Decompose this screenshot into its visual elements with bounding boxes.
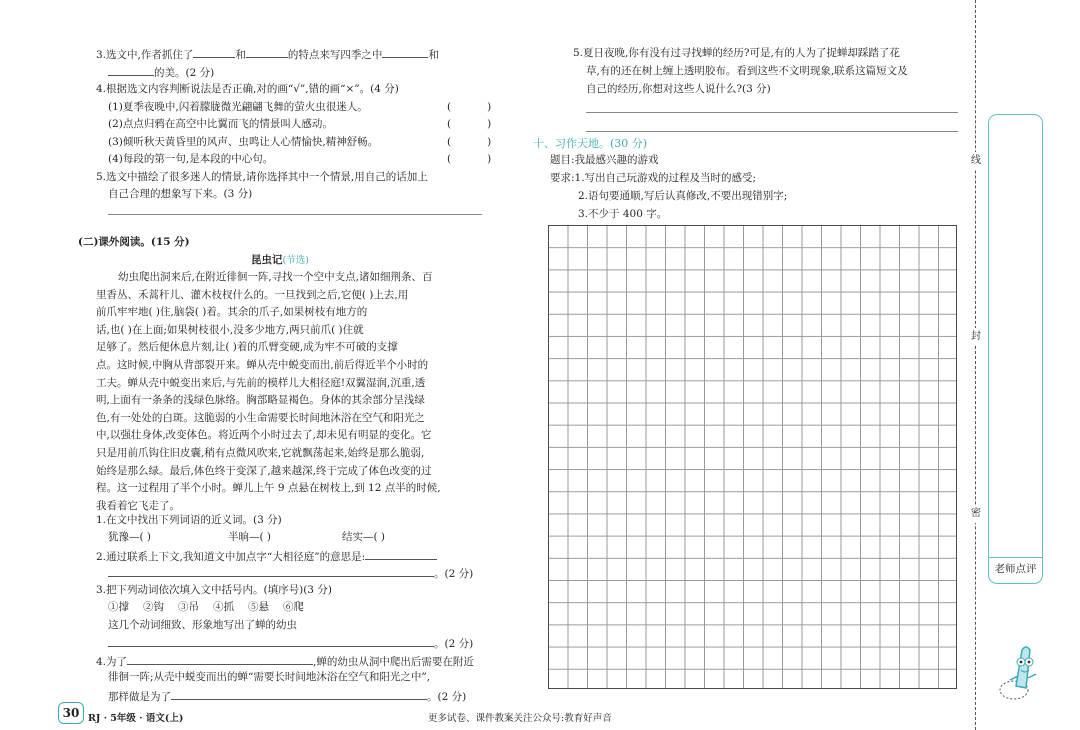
passage-line: 点。这时候,中胸从背部裂开来。蝉从壳中蜕变而出,前后得近半个小时的	[96, 358, 429, 371]
teacher-comment-label: 老师点评	[988, 557, 1043, 584]
answer-line[interactable]	[586, 112, 958, 113]
right-question-5-line2: 草,有的还在树上缠上透明胶布。看到这些不文明现象,联系这篇短文及	[586, 65, 908, 77]
answer-line[interactable]	[108, 214, 482, 215]
passage-line: 程。这一过程用了半个小时。蝉儿上午 9 点悬在树枝上,到 12 点半的时候,	[96, 482, 441, 495]
passage-q4-line3: 那样做是为了 。(2 分)	[108, 687, 466, 707]
blank[interactable]	[171, 687, 427, 700]
cut-label: 线	[968, 152, 984, 170]
passage-line: 始终是那么绿。最后,体色终于变深了,越来越深,终于完成了体色改变的过	[96, 464, 432, 477]
cut-label: 封	[968, 328, 984, 346]
question-4-title: 4.根据选文内容判断说法是否正确,对的画“√”,错的画“×”。(4 分)	[96, 83, 399, 95]
blank[interactable]	[246, 45, 288, 58]
blank[interactable]	[365, 547, 437, 560]
passage-q2-line2: 。(2 分)	[108, 564, 473, 584]
passage-title: 昆虫记(节选)	[251, 254, 309, 266]
blank[interactable]	[108, 564, 434, 577]
synonym-3[interactable]: 结实—( )	[342, 531, 386, 543]
question-3: 3.选文中,作者抓住了 和 的特点来写四季之中 和	[96, 45, 439, 65]
passage-line: 足够了。然后便休息片刻,让( )着的爪臂变硬,成为牢不可破的支撑	[96, 341, 398, 354]
passage-q3-line3: 这几个动词细致、形象地写出了蝉的幼虫	[108, 619, 297, 631]
verb-option: ⑤悬	[248, 601, 269, 613]
answer-paren-3[interactable]: ( )	[447, 136, 492, 148]
answer-line[interactable]	[586, 131, 958, 132]
cut-label: 密	[968, 505, 984, 523]
question-5-line1: 5.选文中描绘了很多迷人的情景,请你选择其中一个情景,用自己的话加上	[96, 171, 428, 183]
judge-item-4: (4)每段的第一句,是本段的中心句。	[108, 153, 274, 165]
mascot-pencil-icon	[996, 640, 1044, 702]
blank[interactable]	[193, 45, 235, 58]
passage-line: 前爪牢牢地( )住,脑袋( )着。其余的爪子,如果树枝有地方的	[96, 306, 368, 319]
answer-paren-4[interactable]: ( )	[447, 153, 492, 165]
cut-line	[975, 0, 976, 730]
blank[interactable]	[127, 652, 313, 665]
blank[interactable]	[108, 634, 434, 647]
essay-requirement-2: 2.语句要通顺,写后认真修改,不要出现错别字;	[578, 190, 788, 202]
essay-requirement-3: 3.不少于 400 字。	[578, 208, 668, 220]
synonym-1[interactable]: 犹豫—( )	[108, 531, 152, 543]
verb-option: ③吊	[178, 601, 199, 613]
verb-option: ②钩	[143, 601, 164, 613]
passage-line: 中,以强壮身体,改变体色。将近两个小时过去了,却未见有明显的变化。它	[96, 429, 432, 442]
footer-note: 更多试卷、课件教案关注公众号:教育好声音	[428, 713, 612, 724]
passage-q3-title: 3.把下列动词依次填入文中括号内。(填序号)(3 分)	[96, 584, 332, 596]
passage-line: 里香丛、禾蒿秆儿、灌木枝杈什么的。一旦找到之后,它便( )上去,用	[96, 288, 409, 301]
passage-line: 我看着它飞走了。	[96, 499, 180, 512]
passage-line: 幼虫爬出洞来后,在附近徘徊一阵,寻找一个空中支点,诸如细荆条、百	[118, 271, 433, 283]
blank[interactable]	[382, 45, 428, 58]
passage-q1-title: 1.在文中找出下列词语的近义词。(3 分)	[96, 514, 282, 526]
verb-option: ④抓	[213, 601, 234, 613]
answer-paren-2[interactable]: ( )	[447, 118, 492, 130]
answer-paren-1[interactable]: ( )	[447, 101, 492, 113]
essay-topic: 题目:我最感兴趣的游戏	[550, 154, 659, 166]
passage-q3-line4: 。(2 分)	[108, 634, 473, 654]
passage-line: 色,有一处处的白斑。这脆弱的小生命需要长时间地沐浴在空气和阳光之	[96, 411, 425, 424]
passage-q2-line1: 2.通过联系上下文,我知道文中加点字“大相径庭”的意思是:	[96, 547, 437, 567]
blank[interactable]	[108, 63, 154, 76]
grade-label: RJ · 5年级 · 语文(上)	[88, 713, 184, 724]
verb-options	[108, 599, 304, 617]
verb-option: ⑥爬	[283, 601, 304, 613]
passage-line: 话,也( )在上面;如果树枝很小,没多少地方,两只前爪( )住就	[96, 323, 364, 336]
judge-item-3: (3)倾听秋天黄昏里的风声、虫鸣让人心情愉快,精神舒畅。	[108, 136, 379, 148]
section-heading-writing: 十、习作天地。(30 分)	[533, 137, 648, 150]
passage-line: 工夫。蝉从壳中蜕变出来后,与先前的模样儿大相径庭!双翼湿润,沉重,透	[96, 376, 426, 389]
passage-q4-line2: 徘徊一阵;从壳中蜕变而出的蝉“需要长时间地沐浴在空气和阳光之中”,	[108, 671, 431, 683]
passage-q4-line1: 4.为了 ,蝉的幼虫从洞中爬出后需要在附近	[96, 652, 474, 672]
passage-line: 明,上面有一条条的浅绿色脉络。胸部略显褐色。身体的其余部分呈浅绿	[96, 394, 425, 407]
right-question-5-line1: 5.夏日夜晚,你有没有过寻找蝉的经历?可是,有的人为了捉蝉却踩踏了花	[573, 47, 900, 59]
essay-requirement-1: 要求:1.写出自己玩游戏的过程及当时的感受;	[550, 172, 757, 184]
question-3-line2: 的美。(2 分)	[108, 63, 214, 83]
passage-line: 只是用前爪钩住旧皮囊,稍有点微风吹来,它就飘荡起来,始终是那么脆弱,	[96, 446, 425, 459]
synonym-2[interactable]: 半晌—( )	[228, 531, 272, 543]
writing-grid[interactable]	[548, 225, 957, 689]
section-heading-extracurricular: (二)课外阅读。(15 分)	[78, 236, 190, 248]
judge-item-2: (2)点点归鸦在高空中比翼而飞的情景叫人感动。	[108, 118, 333, 130]
verb-option: ①撑	[108, 601, 129, 613]
page-number: 30	[58, 702, 84, 724]
teacher-comment-panel[interactable]	[988, 114, 1043, 584]
right-question-5-line3: 自己的经历,你想对这些人说什么?(3 分)	[586, 83, 771, 95]
question-5-line2: 自己合理的想象写下来。(3 分)	[108, 188, 253, 200]
judge-item-1: (1)夏季夜晚中,闪着朦胧微光翩翩飞舞的萤火虫很迷人。	[108, 101, 368, 113]
passage-body	[96, 269, 441, 515]
